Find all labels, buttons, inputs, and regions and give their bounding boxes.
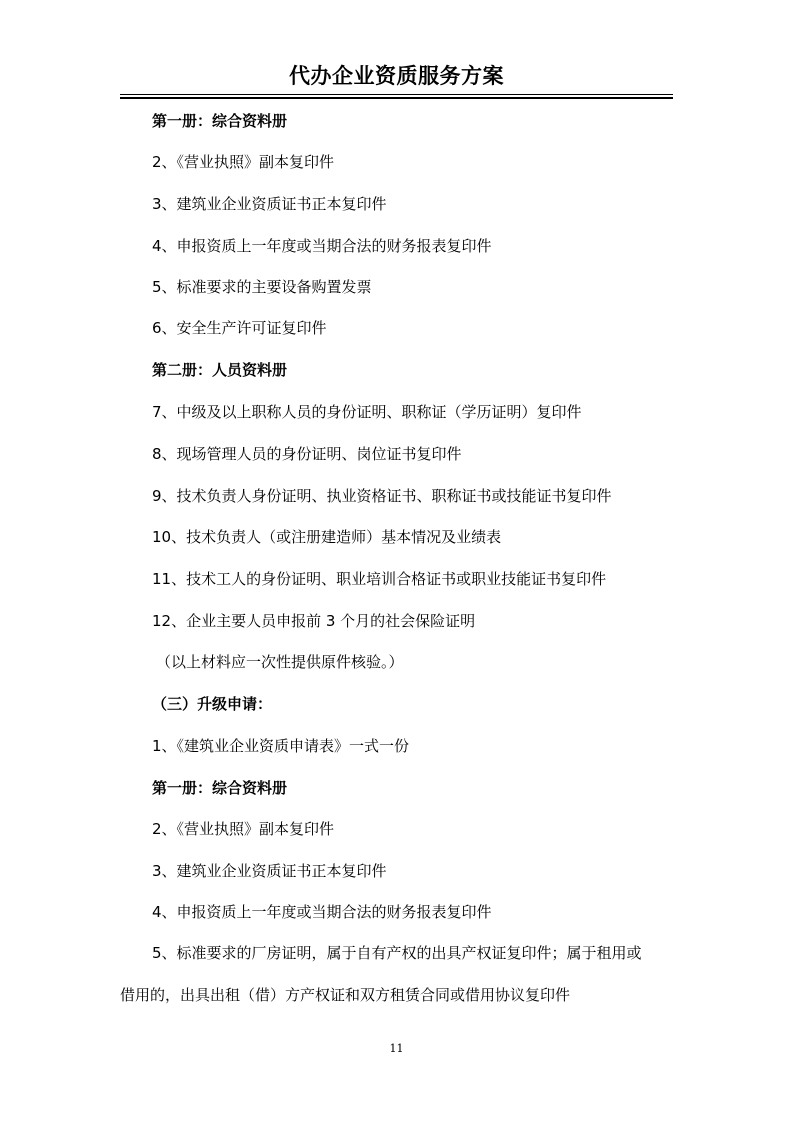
list-item: 12、企业主要人员申报前 3 个月的社会保险证明 [152, 612, 476, 630]
list-item: 5、标准要求的主要设备购置发票 [152, 278, 372, 296]
list-item: 11、技术工人的身份证明、职业培训合格证书或职业技能证书复印件 [152, 570, 607, 588]
paragraph-text-2: 借用的，出具出租（借）方产权证和双方租赁合同或借用协议复印件 [120, 986, 571, 1004]
list-item: 8、现场管理人员的身份证明、岗位证书复印件 [152, 445, 462, 463]
list-item: 4、申报资质上一年度或当期合法的财务报表复印件 [152, 237, 492, 255]
section-heading: 第二册：人员资料册 [152, 361, 288, 379]
list-item: 2、《营业执照》副本复印件 [152, 820, 335, 838]
section-heading: 第一册：综合资料册 [152, 779, 288, 797]
section-heading: 第一册：综合资料册 [152, 112, 288, 130]
list-item: 1、《建筑业企业资质申请表》一式一份 [152, 737, 410, 755]
paragraph-line-2 [120, 985, 673, 1005]
list-item: 3、建筑业企业资质证书正本复印件 [152, 195, 387, 213]
list-item: 2、《营业执照》副本复印件 [152, 153, 335, 171]
paragraph-line-1 [120, 943, 673, 963]
list-item: 7、中级及以上职称人员的身份证明、职称证（学历证明）复印件 [152, 403, 582, 421]
document-title: 代办企业资质服务方案 [289, 64, 504, 88]
list-item: 4、申报资质上一年度或当期合法的财务报表复印件 [152, 903, 492, 921]
header-rule-thin [120, 94, 673, 95]
list-item: （以上材料应一次性提供原件核验。） [156, 653, 404, 671]
section-heading: （三）升级申请： [152, 695, 273, 713]
header-rule-thick [120, 97, 673, 99]
list-item: 6、安全生产许可证复印件 [152, 319, 327, 337]
list-item: 3、建筑业企业资质证书正本复印件 [152, 862, 387, 880]
list-item: 10、技术负责人（或注册建造师）基本情况及业绩表 [152, 528, 502, 546]
list-item: 9、技术负责人身份证明、执业资格证书、职称证书或技能证书复印件 [152, 487, 612, 505]
page-number: 11 [389, 1042, 404, 1055]
paragraph-text-1: 5、标准要求的厂房证明，属于自有产权的出具产权证复印件；属于租用或 [152, 944, 642, 962]
